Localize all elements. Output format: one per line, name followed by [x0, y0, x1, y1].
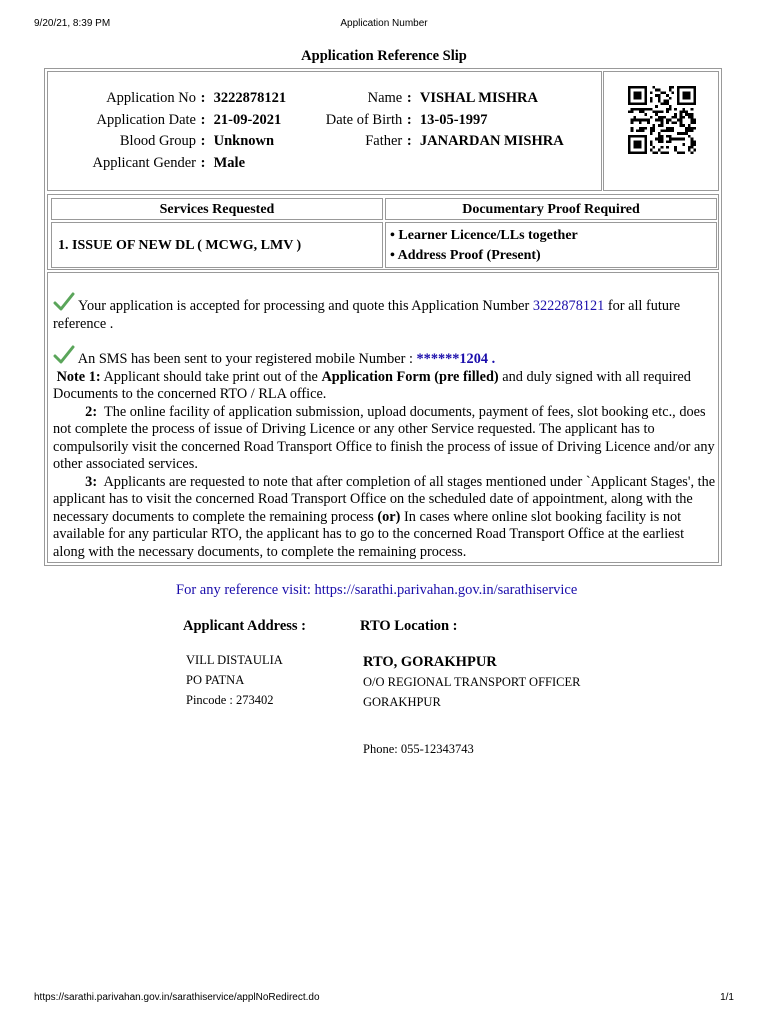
print-datetime: 9/20/21, 8:39 PM [34, 18, 111, 29]
checkmark-icon [53, 292, 75, 312]
print-page-count: 1/1 [720, 992, 734, 1003]
father-value: JANARDAN MISHRA [419, 133, 564, 149]
info-row-3: Blood Group : Unknown Father : JANARDAN MISHRA [46, 131, 564, 153]
sms-mobile-number: ******1204 . [416, 351, 496, 367]
note-3: 3: Applicants are requested to note that after completion of all stages mentioned under `Applicant Stages', the applicant has to visit the concerned Road Transport Office on the scheduled date of appointment, along with the necessary documents to complete the remaining process (or) In cases where online slot booking facility is not available for any particular RTO, the applicant has to go to the concerned Road Transport Office at the earliest along with the necessary documents, to complete the remaining process. [53, 473, 716, 560]
info-row-4: Applicant Gender : Male [46, 153, 564, 175]
services-requested-header: Services Requested [51, 198, 383, 220]
notes-section [53, 292, 717, 561]
note-1: Note 1: Applicant should take print out of the Application Form (pre filled) and duly signed with all required Documents to the concerned RTO / RLA office. [53, 368, 691, 402]
info-row-2: Application Date : 21-09-2021 Date of Birth : 13-05-1997 [46, 110, 564, 132]
address-line-1: VILL DISTAULIA [186, 653, 283, 667]
rto-location-header: RTO Location : [360, 618, 458, 634]
reference-link[interactable]: For any reference visit: https://sarathi.parivahan.gov.in/sarathiservice [176, 582, 578, 598]
qr-code-icon [628, 86, 696, 154]
application-no-label: Application No [106, 90, 196, 106]
application-date-label: Application Date [96, 111, 196, 128]
proof-item: • Learner Licence/LLs together [390, 228, 578, 243]
rto-phone: Phone: 055-12343743 [363, 742, 474, 756]
rto-name: RTO, GORAKHPUR [363, 654, 497, 670]
name-value: VISHAL MISHRA [419, 90, 538, 106]
application-date-value: 21-09-2021 [213, 111, 282, 128]
documentary-proof-header: Documentary Proof Required [385, 198, 717, 220]
name-label: Name [367, 90, 403, 106]
applicant-info [46, 88, 564, 174]
father-label: Father [365, 133, 403, 149]
dob-value: 13-05-1997 [419, 111, 488, 128]
note-2: 2: The online facility of application submission, upload documents, payment of fees, slot booking etc., does not complete the process of issue of Driving Licence or any other Service requested. The applicant has to compulsorily visit the concerned Road Transport Office to finish the process of issue of Driving Licence and/or any other associated services. [53, 403, 715, 472]
blood-group-label: Blood Group [119, 133, 196, 149]
accepted-message: Your application is accepted for processing and quote this Application Number 3222878121 for all future reference . [53, 292, 717, 333]
dob-label: Date of Birth [325, 111, 403, 128]
service-item: 1. ISSUE OF NEW DL ( MCWG, LMV ) [51, 222, 383, 268]
rto-line-1: O/O REGIONAL TRANSPORT OFFICER [363, 675, 581, 689]
application-no-value: 3222878121 [213, 90, 287, 106]
sms-message: An SMS has been sent to your registered mobile Number : ******1204 . [53, 345, 717, 369]
print-page-title: Application Number [340, 18, 428, 29]
address-line-2: PO PATNA [186, 673, 245, 687]
rto-line-2: GORAKHPUR [363, 695, 441, 709]
gender-value: Male [213, 154, 246, 171]
blood-group-value: Unknown [213, 133, 275, 149]
applicant-address-header: Applicant Address : [183, 618, 307, 634]
print-url: https://sarathi.parivahan.gov.in/sarathiservice/applNoRedirect.do [34, 992, 320, 1003]
proof-item: • Address Proof (Present) [390, 248, 541, 263]
info-row-1: Application No : 3222878121 Name : VISHAL MISHRA [46, 88, 564, 110]
gender-label: Applicant Gender [92, 154, 196, 171]
slip-title: Application Reference Slip [301, 48, 467, 64]
address-pincode: Pincode : 273402 [186, 693, 274, 707]
accepted-application-number: 3222878121 [532, 298, 605, 314]
checkmark-icon [53, 345, 75, 365]
proof-list [385, 222, 717, 268]
